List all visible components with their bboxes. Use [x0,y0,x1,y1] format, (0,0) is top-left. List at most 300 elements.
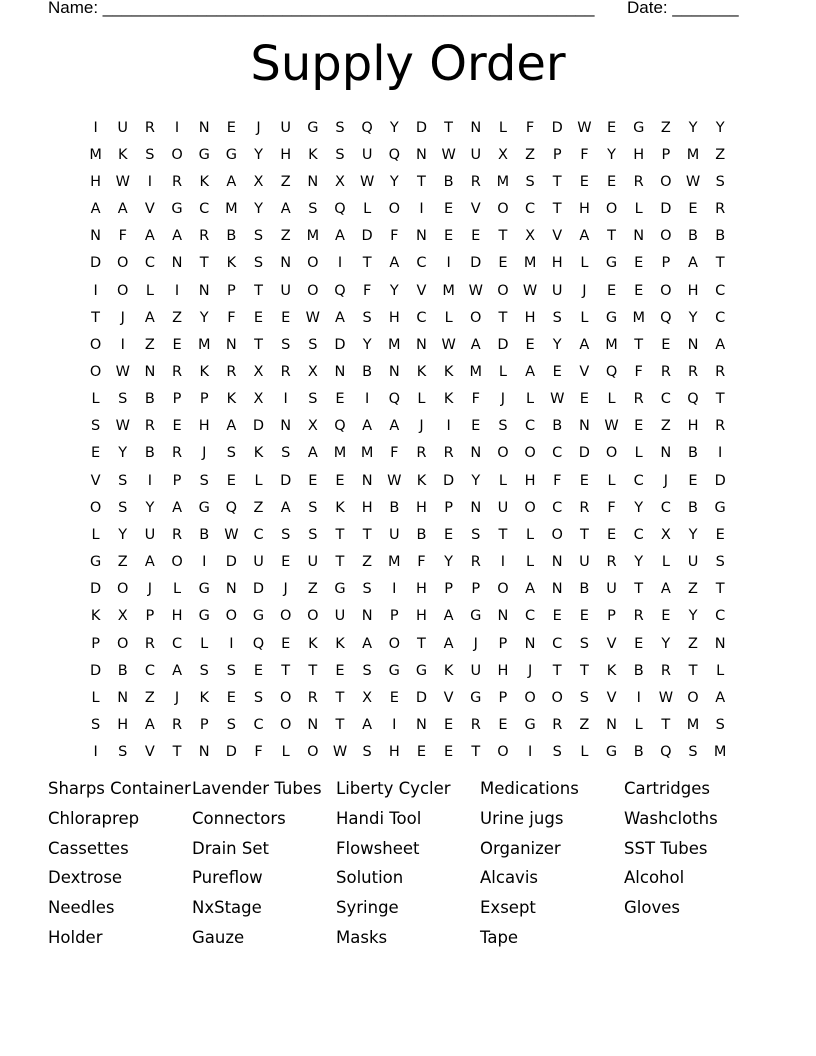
grid-letter: S [281,445,291,462]
grid-letter: J [256,119,261,136]
grid-letter: R [660,662,671,679]
grid-letter: U [388,526,400,543]
grid-letter: W [658,689,674,706]
grid-letter: E [172,336,182,353]
grid-letter: C [660,391,671,408]
grid-letter: I [718,445,723,462]
grid-letter: R [172,717,183,734]
grid-letter: V [579,363,590,380]
grid-letter: W [224,526,239,543]
grid-letter: B [199,526,210,543]
grid-letter: P [498,689,508,706]
grid-letter: L [580,744,589,761]
grid-letter: Z [117,554,128,571]
grid-letter: I [120,336,125,353]
grid-letter: T [362,255,372,272]
word-list-item: Organizer [480,838,561,858]
grid-letter: N [361,608,373,625]
grid-letter: I [500,554,506,571]
grid-letter: N [551,581,563,598]
grid-letter: B [362,363,373,380]
grid-letter: O [660,282,672,299]
grid-letter: L [607,391,616,408]
grid-letter: B [416,526,427,543]
grid-letter: N [524,635,536,652]
grid-letter: S [688,744,698,761]
grid-letter: G [633,119,645,136]
grid-letter: C [660,499,671,516]
grid-letter: E [281,554,291,571]
grid-letter: N [416,336,427,353]
grid-letter: C [253,717,264,734]
grid-row [82,576,734,603]
grid-letter: Z [715,146,726,163]
grid-letter: A [226,173,237,190]
grid-letter: E [525,336,535,353]
grid-letter: B [688,228,698,245]
grid-letter: L [634,201,643,218]
grid-letter: K [199,173,209,190]
grid-letter: U [497,499,509,516]
grid-letter: U [280,119,291,136]
grid-letter: L [417,391,426,408]
grid-letter: N [307,717,319,734]
grid-letter: T [552,173,562,190]
word-list-item: Alcohol [624,868,685,888]
grid-letter: C [715,608,726,625]
grid-letter: K [253,445,264,462]
grid-letter: L [580,309,589,326]
grid-letter: S [579,635,589,652]
grid-letter: A [389,418,400,435]
grid-letter: A [660,581,671,598]
grid-letter: M [333,445,347,462]
grid-letter: T [308,662,318,679]
grid-letter: G [171,201,183,218]
grid-letter: K [606,662,617,679]
grid-letter: W [441,146,456,163]
grid-letter: T [579,662,589,679]
grid-letter: Z [525,146,536,163]
grid-letter: L [716,662,725,679]
grid-row [82,277,734,304]
grid-letter: A [144,554,155,571]
grid-letter: O [279,689,292,706]
grid-letter: R [226,363,237,380]
grid-letter: E [444,744,454,761]
grid-letter: C [253,526,264,543]
grid-letter: O [497,581,509,598]
grid-letter: R [172,173,183,190]
date-field-label: Date: _______ [627,0,739,17]
grid-letter: T [199,255,209,272]
grid-letter: L [661,554,670,571]
word-list-item: Dextrose [48,868,123,888]
grid-letter: T [362,526,372,543]
grid-letter: X [362,689,373,706]
grid-letter: X [307,363,318,380]
grid-letter: Z [144,689,155,706]
grid-letter: N [470,119,482,136]
grid-letter: Q [687,391,699,408]
grid-letter: R [470,173,481,190]
grid-letter: Y [471,472,481,489]
grid-letter: A [579,336,590,353]
grid-letter: S [335,146,345,163]
grid-row [82,413,734,440]
grid-letter: O [524,499,536,516]
grid-letter: G [524,717,536,734]
grid-letter: P [498,635,508,652]
grid-letter: M [197,336,211,353]
grid-letter: D [415,119,428,136]
grid-letter: H [524,472,536,489]
grid-letter: R [470,717,481,734]
grid-letter: T [254,336,263,353]
grid-letter: D [334,336,346,353]
grid-letter: Y [389,173,399,190]
grid-row [82,630,734,657]
grid-letter: E [471,228,481,245]
grid-letter: L [173,581,182,598]
grid-letter: L [526,526,535,543]
grid-letter: U [579,554,590,571]
grid-letter: K [416,472,427,489]
grid-letter: S [362,744,372,761]
grid-letter: U [551,282,563,299]
grid-letter: A [144,228,155,245]
grid-letter: V [144,201,155,218]
grid-row [82,304,734,331]
grid-letter: S [199,662,209,679]
grid-letter: M [686,717,700,734]
grid-letter: Q [361,119,373,136]
grid-letter: O [117,255,129,272]
grid-letter: H [90,173,102,190]
grid-letter: S [715,554,725,571]
grid-letter: C [171,635,183,652]
grid-letter: G [225,146,237,163]
grid-letter: O [687,689,699,706]
grid-letter: T [335,717,345,734]
grid-letter: O [551,526,563,543]
grid-letter: M [388,554,401,571]
grid-row [82,250,734,277]
grid-letter: Y [552,336,562,353]
grid-letter: Y [254,146,263,163]
grid-letter: N [416,228,427,245]
grid-letter: Z [660,119,671,136]
grid-row [82,195,734,222]
grid-letter: L [634,717,643,734]
grid-letter: S [308,336,318,353]
grid-letter: N [198,744,210,761]
grid-letter: T [552,662,562,679]
grid-letter: R [144,635,155,652]
grid-letter: U [606,581,617,598]
grid-letter: S [118,472,128,489]
grid-letter: Y [688,119,698,136]
grid-letter: E [606,282,617,299]
grid-letter: L [498,119,507,136]
grid-letter: D [252,581,265,598]
grid-letter: L [91,526,100,543]
grid-letter: D [415,689,428,706]
grid-letter: A [470,336,481,353]
grid-letter: R [552,717,563,734]
grid-letter: W [577,119,592,136]
grid-letter: I [446,255,451,272]
grid-letter: J [147,581,153,598]
grid-letter: L [498,363,507,380]
grid-letter: T [281,662,291,679]
grid-letter: O [89,499,102,516]
grid-letter: R [443,445,454,462]
grid-letter: M [89,146,102,163]
grid-letter: I [174,282,180,299]
grid-row [82,521,734,548]
grid-letter: E [661,336,671,353]
grid-letter: Z [280,228,291,245]
grid-row [82,494,734,521]
grid-letter: G [252,608,265,625]
grid-letter: T [444,119,454,136]
grid-letter: E [226,472,236,489]
grid-letter: E [308,472,318,489]
grid-letter: E [634,635,644,652]
grid-letter: J [283,581,288,598]
grid-letter: K [308,146,318,163]
grid-row [82,467,734,494]
grid-letter: N [388,363,400,380]
grid-letter: O [388,635,400,652]
grid-letter: S [308,499,318,516]
grid-letter: A [443,635,454,652]
grid-letter: C [525,608,536,625]
grid-letter: G [388,662,400,679]
grid-letter: R [199,228,210,245]
grid-letter: K [226,255,237,272]
grid-letter: W [550,391,565,408]
grid-row [82,331,734,358]
grid-letter: T [335,526,345,543]
grid-letter: S [335,119,345,136]
grid-letter: P [552,146,562,163]
grid-letter: E [579,173,589,190]
grid-letter: R [633,391,644,408]
grid-letter: U [470,146,482,163]
grid-letter: G [605,744,618,761]
grid-letter: D [225,744,237,761]
grid-row [82,358,734,385]
grid-letter: S [362,581,372,598]
grid-row [82,114,734,141]
grid-letter: O [605,445,618,462]
grid-letter: K [117,146,128,163]
grid-letter: Y [634,499,644,516]
grid-letter: T [715,581,725,598]
grid-letter: X [525,228,536,245]
grid-letter: J [582,282,587,299]
word-list-item: NxStage [192,898,262,918]
grid-letter: F [390,445,399,462]
grid-letter: S [226,717,236,734]
grid-letter: K [443,662,454,679]
grid-letter: D [252,418,265,435]
word-list-item: Drain Set [192,838,269,858]
grid-letter: A [715,336,726,353]
grid-letter: X [307,418,318,435]
grid-letter: W [115,363,130,380]
grid-letter: L [526,554,535,571]
grid-letter: N [198,119,210,136]
grid-letter: B [443,173,454,190]
grid-letter: K [308,635,318,652]
grid-letter: G [415,662,428,679]
grid-letter: D [89,581,102,598]
grid-letter: F [607,499,616,516]
grid-letter: S [226,662,236,679]
grid-letter: Q [388,391,400,408]
grid-letter: G [198,608,210,625]
grid-letter: I [283,391,288,408]
grid-letter: V [606,689,617,706]
grid-letter: B [117,662,128,679]
grid-letter: A [144,309,155,326]
grid-letter: O [497,282,509,299]
grid-letter: N [660,445,672,462]
grid-letter: O [605,201,618,218]
grid-letter: O [117,581,129,598]
grid-letter: P [389,608,399,625]
grid-letter: T [661,717,671,734]
grid-letter: A [335,228,345,245]
grid-letter: V [606,635,617,652]
grid-letter: A [335,309,345,326]
grid-letter: I [202,554,207,571]
grid-letter: R [307,689,318,706]
grid-letter: E [552,608,562,625]
grid-letter: A [389,255,400,272]
grid-letter: Q [225,499,238,516]
grid-letter: T [498,309,508,326]
word-list-item: Liberty Cycler [336,779,451,798]
grid-letter: G [714,499,726,516]
grid-letter: A [715,689,726,706]
grid-letter: R [687,363,699,380]
grid-letter: K [199,689,209,706]
grid-letter: X [253,363,264,380]
grid-letter: O [497,445,509,462]
grid-letter: F [227,309,236,326]
grid-letter: V [470,201,481,218]
grid-letter: O [171,554,183,571]
grid-letter: B [688,445,698,462]
grid-letter: S [308,391,318,408]
word-list-item: Cassettes [48,838,129,858]
grid-letter: H [551,255,563,272]
grid-letter: O [307,608,319,625]
grid-letter: V [90,472,101,489]
grid-letter: Y [688,526,698,543]
grid-letter: A [443,608,454,625]
grid-letter: O [307,744,319,761]
grid-letter: L [580,255,589,272]
grid-letter: D [361,228,373,245]
grid-letter: S [281,336,291,353]
grid-letter: A [172,662,182,679]
grid-letter: O [660,173,672,190]
grid-letter: R [144,119,155,136]
grid-letter: B [715,228,726,245]
grid-letter: T [634,581,644,598]
grid-letter: M [442,282,455,299]
grid-letter: P [471,581,481,598]
grid-letter: S [525,173,535,190]
grid-letter: N [551,554,563,571]
grid-letter: G [198,146,210,163]
grid-letter: L [145,282,154,299]
grid-letter: W [332,744,348,761]
grid-letter: Y [661,635,671,652]
grid-letter: Q [334,201,346,218]
grid-letter: D [89,255,102,272]
grid-letter: S [118,744,128,761]
grid-letter: Y [362,336,372,353]
grid-letter: C [715,282,726,299]
grid-letter: H [388,309,400,326]
grid-letter: L [254,472,263,489]
grid-letter: A [172,228,182,245]
grid-letter: E [661,608,671,625]
grid-letter: S [715,173,725,190]
grid-letter: C [144,255,155,272]
grid-letter: F [417,554,426,571]
grid-letter: E [226,689,236,706]
grid-letter: U [307,554,319,571]
grid-letter: N [225,581,237,598]
word-list-item: Pureflow [192,868,263,888]
grid-letter: F [580,146,589,163]
grid-letter: H [416,608,427,625]
grid-letter: P [199,391,209,408]
grid-letter: I [147,472,153,489]
grid-letter: M [632,309,645,326]
grid-letter: I [365,391,370,408]
grid-letter: Y [389,282,399,299]
grid-letter: Y [607,146,616,163]
grid-letter: T [335,689,345,706]
grid-letter: E [579,608,589,625]
grid-letter: Y [145,499,155,516]
grid-letter: R [172,445,183,462]
grid-letter: E [552,363,562,380]
grid-letter: E [253,662,264,679]
grid-letter: I [527,744,533,761]
grid-letter: V [443,689,454,706]
grid-letter: P [199,717,209,734]
grid-letter: H [416,499,427,516]
grid-letter: C [416,255,427,272]
grid-letter: E [226,119,236,136]
page-title: Supply Order [250,36,566,92]
grid-letter: C [525,201,536,218]
grid-letter: D [89,662,102,679]
grid-letter: S [90,418,101,435]
grid-letter: N [117,689,129,706]
grid-letter: L [91,689,100,706]
grid-letter: C [416,309,427,326]
